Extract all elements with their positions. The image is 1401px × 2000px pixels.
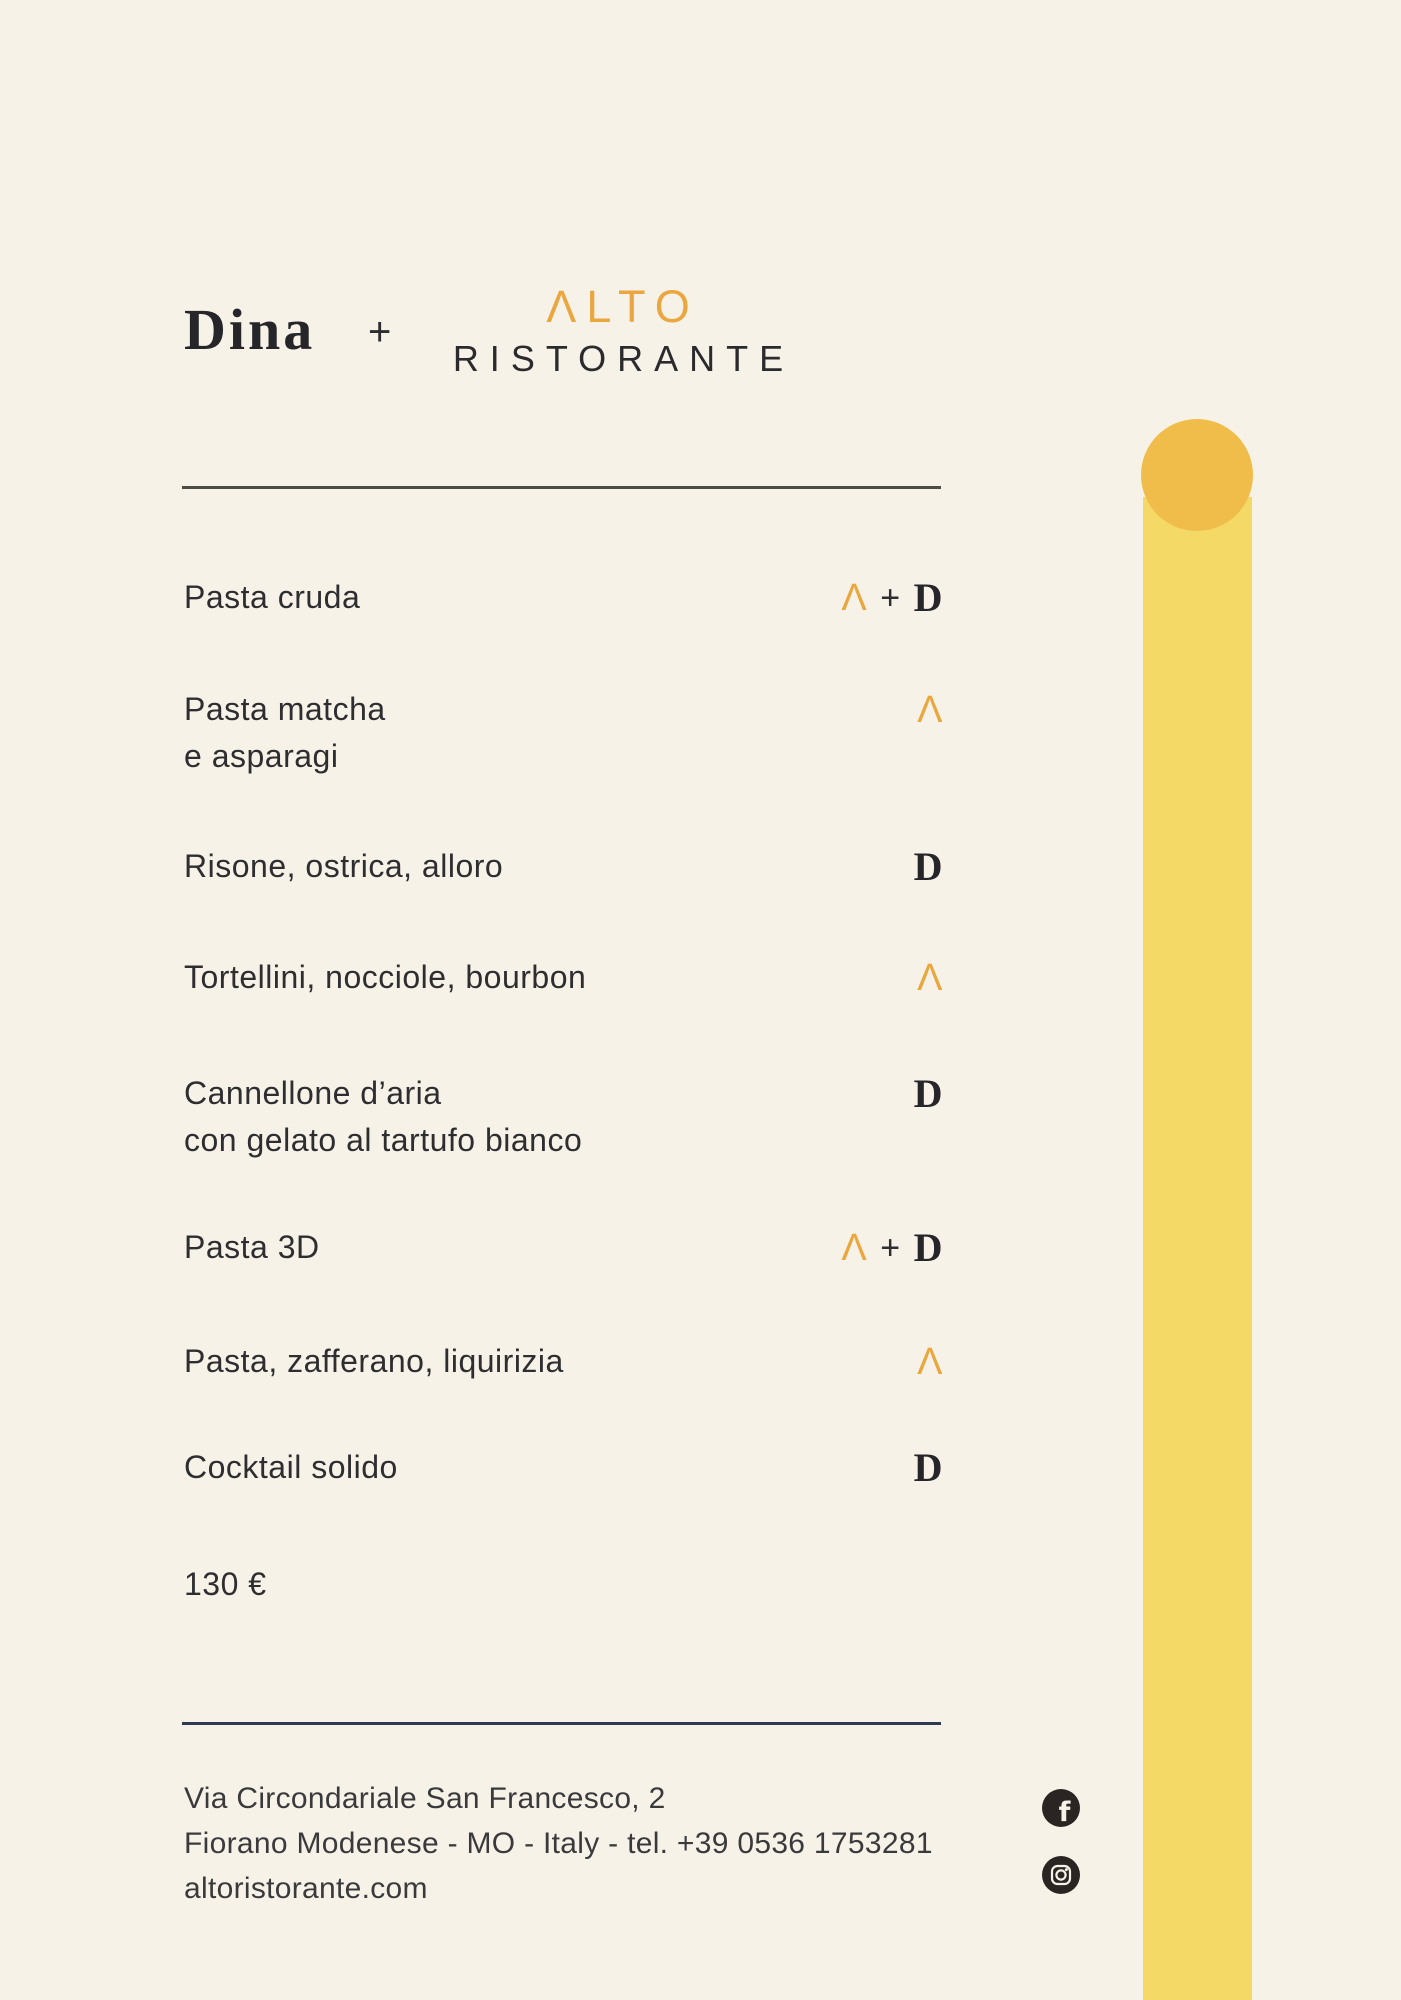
ristorante-wordmark: RISTORANTE xyxy=(452,338,795,379)
menu-price: 130 € xyxy=(184,1566,267,1602)
dish-name xyxy=(184,1338,744,1385)
chef-marker xyxy=(917,1338,943,1385)
chef-marker xyxy=(841,574,943,621)
alto-lambda-mark: Λ xyxy=(841,1226,868,1269)
menu-item xyxy=(184,574,943,621)
menu-item xyxy=(184,1070,943,1164)
plus-mark: + xyxy=(880,578,901,617)
dish-name xyxy=(184,686,744,780)
dina-d-mark: D xyxy=(913,1224,943,1270)
facebook-icon[interactable]: f xyxy=(1042,1789,1080,1827)
brand-dina: Dina xyxy=(184,297,316,362)
dish-line1: Tortellini, nocciole, bourbon xyxy=(184,959,587,995)
dina-d-mark: D xyxy=(913,1444,943,1490)
alto-lambda-mark: Λ xyxy=(917,688,943,731)
dish-name xyxy=(184,954,744,1001)
dish-name xyxy=(184,574,744,621)
alto-wordmark: ΛLTO xyxy=(546,281,700,332)
menu-item xyxy=(184,1224,943,1271)
menu-list xyxy=(184,0,943,2000)
dina-d-mark: D xyxy=(913,574,943,620)
dish-line1: Pasta 3D xyxy=(184,1229,320,1265)
menu-item xyxy=(184,1338,943,1385)
menu-item xyxy=(184,1444,943,1491)
dish-line1: Pasta cruda xyxy=(184,579,361,615)
alto-lambda-mark: Λ xyxy=(917,956,943,999)
bottom-divider xyxy=(182,1722,941,1725)
brand-plus-sign: + xyxy=(368,310,392,354)
footer-contact xyxy=(184,1776,933,1911)
alto-lambda-mark: Λ xyxy=(917,1340,943,1383)
dina-d-mark: D xyxy=(913,843,943,889)
dish-line1: Cocktail solido xyxy=(184,1449,398,1485)
chef-marker xyxy=(841,1224,943,1271)
chef-marker xyxy=(917,686,943,733)
dish-line1: Pasta matcha xyxy=(184,691,386,727)
dish-name xyxy=(184,843,744,890)
dish-line1: Cannellone d’aria xyxy=(184,1075,442,1111)
menu-item xyxy=(184,954,943,1001)
alto-lambda-mark: Λ xyxy=(841,576,868,619)
menu-item xyxy=(184,843,943,890)
dish-name xyxy=(184,1224,744,1271)
dish-name xyxy=(184,1444,744,1491)
dish-line2: e asparagi xyxy=(184,738,339,774)
dish-line1: Pasta, zafferano, liquirizia xyxy=(184,1343,564,1379)
yellow-ribbon xyxy=(1143,497,1252,2000)
chef-marker xyxy=(914,1444,943,1491)
dish-line2: con gelato al tartufo bianco xyxy=(184,1122,583,1158)
chef-marker xyxy=(917,954,943,1001)
city-tel-line: Fiorano Modenese - MO - Italy - tel. +39 0536 1753281 xyxy=(184,1827,933,1860)
dina-d-mark: D xyxy=(913,1070,943,1116)
instagram-icon[interactable] xyxy=(1042,1856,1080,1894)
menu-item xyxy=(184,686,943,780)
website-link[interactable]: altoristorante.com xyxy=(184,1872,428,1905)
social-links xyxy=(1042,1789,1080,1894)
dish-name xyxy=(184,1070,744,1164)
yellow-circle xyxy=(1141,419,1253,531)
plus-mark: + xyxy=(880,1228,901,1267)
address-line: Via Circondariale San Francesco, 2 xyxy=(184,1782,666,1815)
chef-marker xyxy=(914,1070,943,1117)
dish-line1: Risone, ostrica, alloro xyxy=(184,848,504,884)
chef-marker xyxy=(914,843,943,890)
